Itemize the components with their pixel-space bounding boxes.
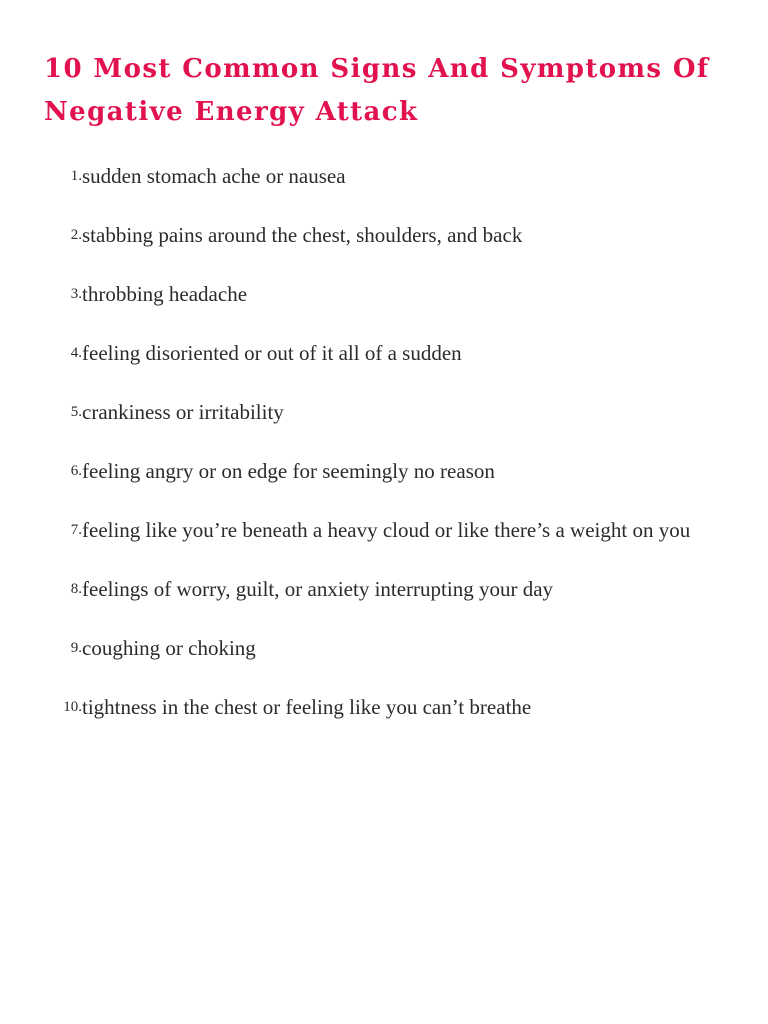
list-item-text: crankiness or irritability: [82, 400, 284, 424]
list-item-number: 3.: [70, 286, 82, 302]
list-item: [44, 512, 728, 549]
list-item-number: 4.: [70, 345, 82, 361]
list-item-text: tightness in the chest or feeling like you can’t breathe: [82, 695, 532, 719]
list-item: [44, 630, 728, 667]
list-item-text: sudden stomach ache or nausea: [82, 164, 346, 188]
list-item: [44, 217, 728, 254]
list-item-number: 1.: [70, 168, 82, 184]
list-item: [44, 571, 728, 608]
list-item-text: feelings of worry, guilt, or anxiety interrupting your day: [82, 577, 554, 601]
list-item-text: throbbing headache: [82, 282, 248, 306]
list-item-text: coughing or choking: [82, 636, 256, 660]
list-item-number: 6.: [70, 463, 82, 479]
list-item: [44, 276, 728, 313]
list-item-text: feeling like you’re beneath a heavy cloud or like there’s a weight on you: [82, 518, 691, 542]
list-item-number: 2.: [70, 227, 82, 243]
list-item: [44, 689, 728, 726]
list-item-number: 8.: [70, 581, 82, 597]
list-item: [44, 394, 728, 431]
list-item-number: 5.: [70, 404, 82, 420]
list-item: [44, 158, 728, 195]
list-item-text: stabbing pains around the chest, shoulders, and back: [82, 223, 523, 247]
list-item: [44, 335, 728, 372]
list-item-number: 7.: [70, 522, 82, 538]
list-item-number: 9.: [70, 640, 82, 656]
symptoms-list: [44, 158, 728, 726]
list-item: [44, 453, 728, 490]
list-item-text: feeling disoriented or out of it all of a sudden: [82, 341, 462, 365]
page-title: 10 Most Common Signs And Symptoms Of Negative Energy Attack: [44, 54, 710, 127]
list-item-number: 10.: [63, 699, 82, 715]
list-item-text: feeling angry or on edge for seemingly no reason: [82, 459, 495, 483]
